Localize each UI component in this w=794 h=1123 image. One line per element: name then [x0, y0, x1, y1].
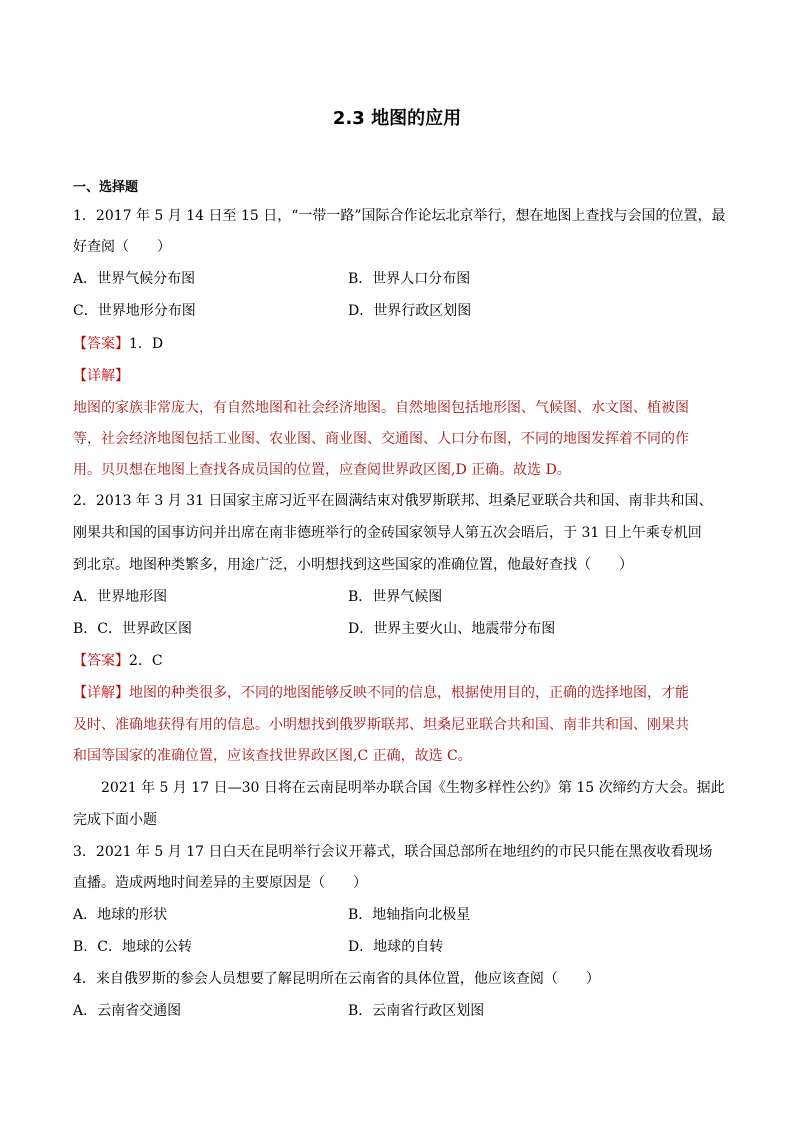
q1-answer	[73, 334, 163, 354]
q2-detail-line2: 及时、准确地获得有用的信息。小明想找到俄罗斯联邦、坦桑尼亚联合共和国、南非共和国、刚果共	[73, 717, 689, 733]
q2-option-c: B．C．世界政区图	[73, 621, 192, 637]
intro-line1: 2021 年 5 月 17 日—30 日将在云南昆明举办联合国《生物多样性公约》第 15 次缔约方大会。据此	[101, 780, 725, 796]
q2-stem-line1: 2．2013 年 3 月 31 日国家主席习近平在圆满结束对俄罗斯联邦、坦桑尼亚联合共和国、南非共和国、	[73, 493, 713, 509]
q2-detail-line1	[73, 683, 689, 703]
page-title: 2.3 地图的应用	[332, 108, 462, 129]
q4-stem-line1: 4．来自俄罗斯的参会人员想要了解昆明所在云南省的具体位置，他应该查阅（ ）	[73, 971, 600, 987]
q1-stem-line2: 好查阅（ ）	[73, 239, 171, 255]
detail-tag: 【详解】	[73, 685, 129, 701]
q2-option-d: D．世界主要火山、地震带分布图	[348, 621, 556, 637]
q1-stem-line1: 1．2017 年 5 月 14 日至 15 日，“一带一路”国际合作论坛北京举行，想在地图上查找与会国的位置，最	[73, 208, 726, 224]
q2-option-b: B．世界气候图	[348, 589, 443, 605]
q3-option-c: B．C．地球的公转	[73, 939, 192, 955]
q1-detail-line1: 地图的家族非常庞大，有自然地图和社会经济地图。自然地图包括地形图、气候图、水文图、植被图	[73, 400, 689, 416]
section-heading: 一、选择题	[73, 180, 139, 195]
answer-tag: 【答案】	[73, 653, 129, 669]
q2-stem-line2: 刚果共和国的国事访问并出席在南非德班举行的金砖国家领导人第五次会晤后，于 31 日上午乘专机回	[73, 525, 702, 541]
q1-option-b: B．世界人口分布图	[348, 271, 471, 287]
q1-answer-value: 1．D	[129, 336, 164, 352]
q4-option-a: A．云南省交通图	[73, 1003, 182, 1019]
answer-tag: 【答案】	[73, 336, 129, 352]
q3-option-b: B．地轴指向北极星	[348, 907, 471, 923]
q2-answer	[73, 651, 163, 671]
q2-detail-text1: 地图的种类很多，不同的地图能够反映不同的信息，根据使用目的，正确的选择地图，才能	[129, 685, 689, 701]
q1-option-d: D．世界行政区划图	[348, 303, 472, 319]
q1-option-a: A．世界气候分布图	[73, 271, 196, 287]
q2-stem-line3: 到北京。地图种类繁多，用途广泛，小明想找到这些国家的准确位置，他最好查找（ ）	[73, 557, 633, 573]
q1-option-c: C．世界地形分布图	[73, 303, 196, 319]
q2-option-a: A．世界地形图	[73, 589, 168, 605]
q1-detail-line2: 等，社会经济地图包括工业图、农业图、商业图、交通图、人口分布图，不同的地图发挥着不同的作	[73, 431, 689, 447]
q3-stem-line2: 直播。造成两地时间差异的主要原因是（ ）	[73, 875, 367, 891]
intro-line2: 完成下面小题	[73, 812, 157, 828]
q1-detail-line3: 用。贝贝想在地图上查找各成员国的位置，应查阅世界政区图,D 正确。故选 D。	[73, 462, 571, 478]
q3-option-d: D．地球的自转	[348, 939, 444, 955]
q3-stem-line1: 3．2021 年 5 月 17 日白天在昆明举行会议开幕式，联合国总部所在地纽约的市民只能在黑夜收看现场	[73, 844, 713, 860]
q1-detail-tag: 【详解】	[73, 368, 129, 384]
q2-detail-line3: 和国等国家的准确位置，应该查找世界政区图,C 正确，故选 C。	[73, 748, 472, 764]
q3-option-a: A．地球的形状	[73, 907, 168, 923]
q4-option-b: B．云南省行政区划图	[348, 1003, 485, 1019]
q2-answer-value: 2．C	[129, 653, 163, 669]
